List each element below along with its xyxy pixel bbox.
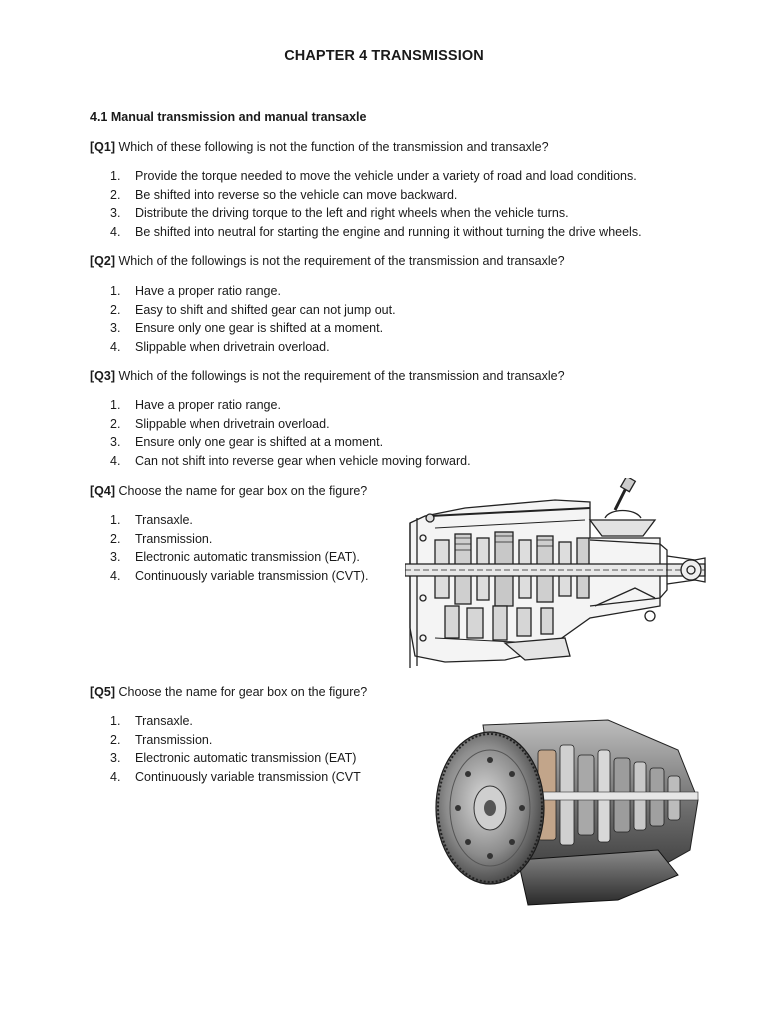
chapter-title: CHAPTER 4 TRANSMISSION (284, 48, 484, 64)
question-3 (90, 368, 565, 384)
option-text: Continuously variable transmission (CVT). (135, 569, 369, 584)
question-text: Which of these following is not the function of the transmission and transaxle? (118, 140, 549, 154)
option-number: 2. (110, 187, 121, 202)
option-number: 3. (110, 321, 121, 336)
option-item (110, 301, 396, 320)
option-item (110, 548, 368, 567)
question-label: [Q3] (90, 369, 115, 383)
automatic-transmission-cutaway-figure (428, 710, 708, 910)
option-item (110, 204, 642, 223)
option-item (110, 186, 642, 205)
option-number: 1. (110, 513, 121, 527)
question-4 (90, 483, 367, 499)
option-number: 1. (110, 714, 121, 728)
option-item (110, 167, 642, 186)
option-number: 2. (110, 531, 121, 546)
option-number: 1. (110, 284, 121, 298)
option-number: 3. (110, 751, 121, 766)
question-text: Choose the name for gear box on the figure? (118, 685, 368, 699)
option-text: Easy to shift and shifted gear can not jump out. (135, 302, 396, 317)
option-item (110, 223, 642, 242)
option-text: Ensure only one gear is shifted at a moment. (135, 321, 384, 336)
question-1 (90, 139, 549, 155)
option-number: 3. (110, 550, 121, 565)
option-item (110, 731, 361, 750)
option-number: 4. (110, 454, 121, 469)
option-number: 2. (110, 416, 121, 431)
option-text: Transmission. (135, 531, 213, 546)
option-text: Transaxle. (135, 714, 193, 728)
option-number: 4. (110, 770, 121, 785)
question-text: Which of the followings is not the requirement of the transmission and transaxle? (118, 254, 565, 268)
option-text: Continuously variable transmission (CVT (135, 770, 361, 785)
option-item (110, 415, 471, 434)
option-text: Be shifted into neutral for starting the engine and running it without turning the drive wheels. (135, 225, 642, 240)
option-number: 3. (110, 435, 121, 450)
option-text: Be shifted into reverse so the vehicle can move backward. (135, 187, 458, 202)
question-4-options (110, 511, 368, 586)
option-item (110, 749, 361, 768)
option-item (110, 530, 368, 549)
option-text: Ensure only one gear is shifted at a moment. (135, 435, 384, 450)
option-text: Slippable when drivetrain overload. (135, 340, 330, 355)
question-2-options (110, 282, 396, 357)
question-label: [Q1] (90, 140, 115, 154)
question-text: Choose the name for gear box on the figure? (118, 484, 368, 498)
question-1-options (110, 167, 642, 242)
option-text: Have a proper ratio range. (135, 284, 281, 298)
option-item (110, 282, 396, 301)
question-label: [Q2] (90, 254, 115, 268)
option-item (110, 396, 471, 415)
question-text: Which of the followings is not the requirement of the transmission and transaxle? (118, 369, 565, 383)
option-item (110, 511, 368, 530)
question-5-options (110, 712, 361, 787)
question-5 (90, 684, 367, 700)
option-item (110, 433, 471, 452)
option-text: Electronic automatic transmission (EAT). (135, 550, 360, 565)
option-item (110, 452, 471, 471)
option-number: 1. (110, 169, 121, 183)
option-item (110, 338, 396, 357)
manual-transmission-cutaway-figure (405, 478, 715, 673)
question-2 (90, 253, 565, 269)
option-item (110, 567, 368, 586)
question-label: [Q4] (90, 484, 115, 498)
option-item (110, 768, 361, 787)
option-item (110, 319, 396, 338)
option-text: Provide the torque needed to move the vehicle under a variety of road and load conditions. (135, 169, 637, 183)
option-item (110, 712, 361, 731)
option-number: 4. (110, 569, 121, 584)
option-text: Distribute the driving torque to the left and right wheels when the vehicle turns. (135, 206, 569, 221)
option-text: Transmission. (135, 732, 213, 747)
option-number: 2. (110, 302, 121, 317)
question-3-options (110, 396, 471, 471)
option-number: 4. (110, 225, 121, 240)
option-text: Electronic automatic transmission (EAT) (135, 751, 357, 766)
option-text: Transaxle. (135, 513, 193, 527)
option-number: 3. (110, 206, 121, 221)
question-label: [Q5] (90, 685, 115, 699)
option-number: 1. (110, 398, 121, 412)
option-text: Have a proper ratio range. (135, 398, 281, 412)
option-text: Can not shift into reverse gear when vehicle moving forward. (135, 454, 471, 469)
option-number: 2. (110, 732, 121, 747)
option-text: Slippable when drivetrain overload. (135, 416, 330, 431)
section-heading: 4.1 Manual transmission and manual transaxle (90, 110, 367, 124)
option-number: 4. (110, 340, 121, 355)
